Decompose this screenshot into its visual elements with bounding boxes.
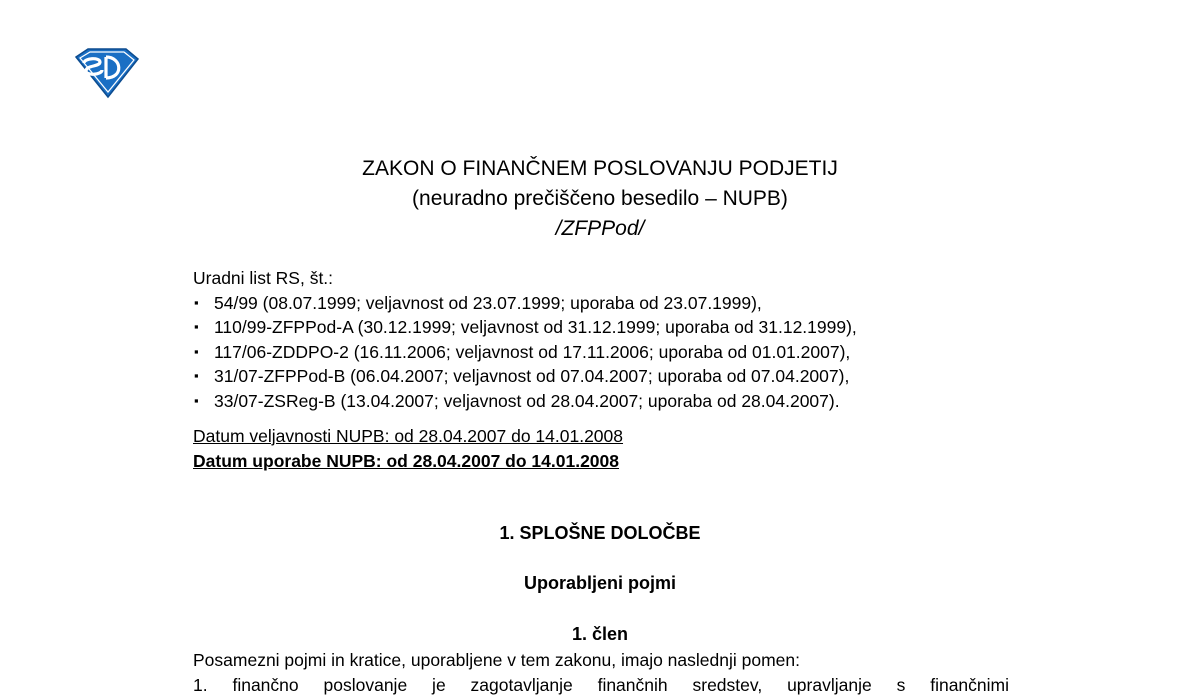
validity-date: Datum veljavnosti NUPB: od 28.04.2007 do 14.01.2008 (193, 426, 624, 446)
document-title (0, 154, 1190, 244)
square-bullet-icon: ▪ (194, 368, 199, 383)
gazette-list-item (193, 389, 857, 414)
gazette-references (193, 266, 857, 413)
square-bullet-icon: ▪ (194, 294, 199, 310)
title-line-1: ZAKON O FINANČNEM POSLOVANJU PODJETIJ (362, 157, 838, 180)
article-item-1: 1. finančno poslovanje je zagotavljanje finančnih sredstev, upravljanje s finančnimi (193, 675, 1009, 695)
gazette-list-item (193, 291, 857, 316)
section-heading: 1. SPLOŠNE DOLOČBE (499, 523, 701, 543)
application-date: Datum uporabe NUPB: od 28.04.2007 do 14.01.2008 (193, 451, 619, 471)
title-line-3 (0, 214, 1190, 244)
gazette-entry: 117/06-ZDDPO-2 (16.11.2006; veljavnost od 17.11.2006; uporaba od 01.01.2007), (214, 341, 851, 362)
gazette-entry: 33/07-ZSReg-B (13.04.2007; veljavnost od 28.04.2007; uporaba od 28.04.2007). (214, 390, 840, 411)
gazette-list-item (193, 315, 857, 340)
gazette-label: Uradni list RS, št.: (193, 268, 334, 288)
sd-logo-icon (70, 45, 142, 99)
gazette-entry: 31/07-ZFPPod-B (06.04.2007; veljavnost od 07.04.2007; uporaba od 07.04.2007), (214, 366, 850, 386)
square-bullet-icon: ▪ (194, 319, 199, 334)
nupb-dates (193, 424, 623, 474)
article-body (193, 648, 1013, 695)
square-bullet-icon: ▪ (194, 343, 199, 359)
title-line-2: (neuradno prečiščeno besedilo – NUPB) (412, 187, 788, 210)
gazette-list-item (193, 340, 857, 365)
gazette-list-item (193, 364, 857, 389)
gazette-entry: 110/99-ZFPPod-A (30.12.1999; veljavnost od 31.12.1999; uporaba od 31.12.1999), (214, 317, 857, 337)
square-bullet-icon: ▪ (194, 392, 199, 408)
title-abbreviation: /ZFPPod/ (555, 217, 645, 240)
article-intro: Posamezni pojmi in kratice, uporabljene v tem zakonu, imajo naslednji pomen: (193, 650, 800, 670)
article-heading: 1. člen (571, 624, 629, 644)
gazette-entry: 54/99 (08.07.1999; veljavnost od 23.07.1999; uporaba od 23.07.1999), (214, 292, 762, 313)
gazette-list (193, 291, 857, 414)
subsection-heading: Uporabljeni pojmi (523, 573, 676, 593)
